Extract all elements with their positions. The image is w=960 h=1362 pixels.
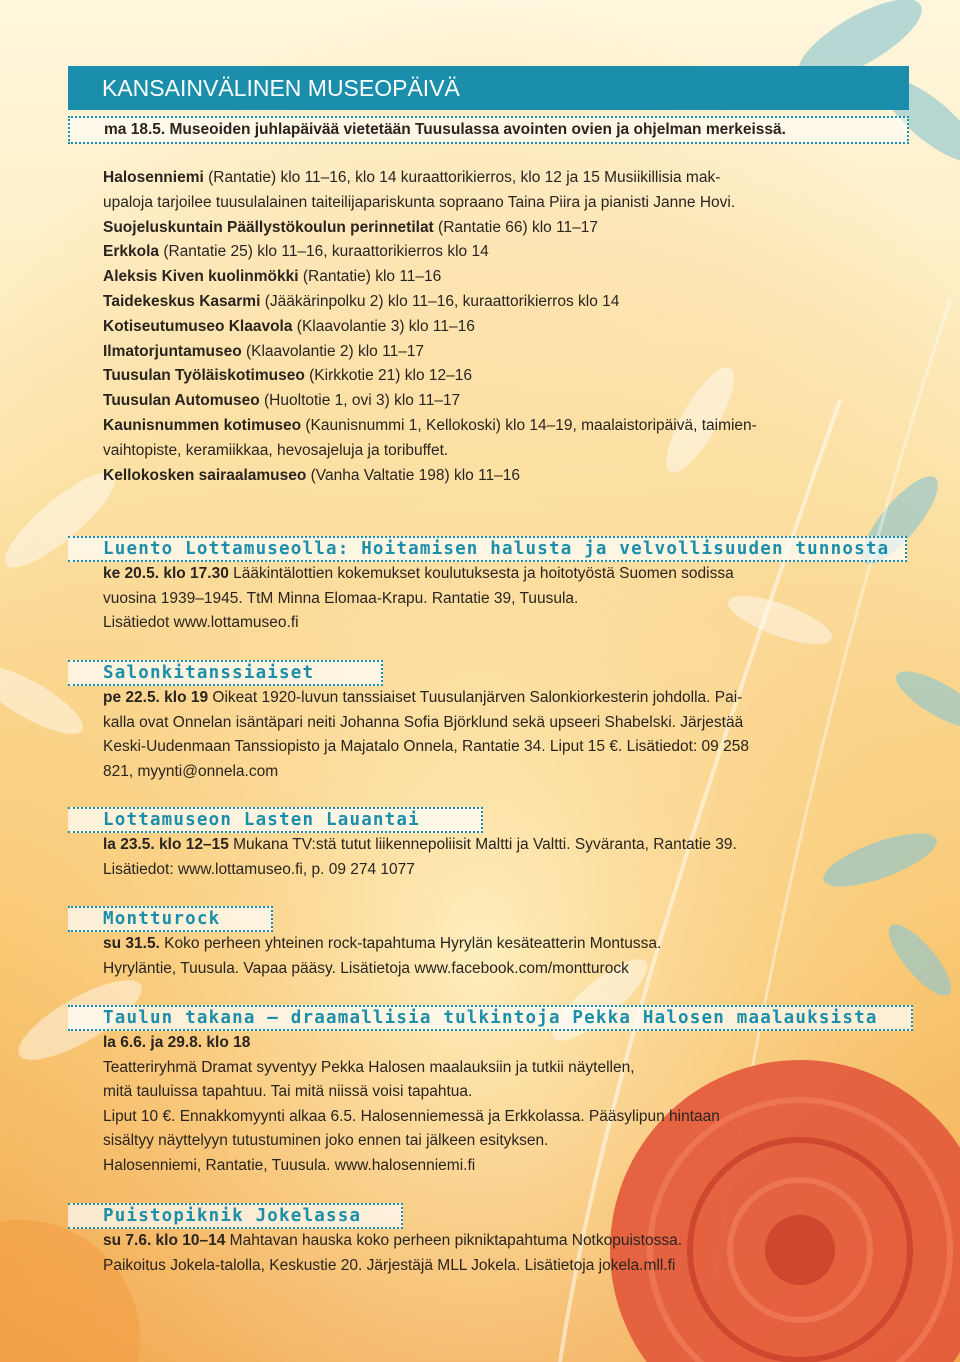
text-line bbox=[103, 858, 415, 882]
event-title: Luento Lottamuseolla: Hoitamisen halusta ja velvollisuuden tunnosta bbox=[68, 536, 907, 562]
text-line bbox=[103, 957, 629, 981]
text-line bbox=[103, 735, 749, 759]
text-line bbox=[103, 833, 737, 857]
text-line bbox=[103, 166, 720, 190]
text-line bbox=[103, 414, 757, 438]
event-title: Montturock bbox=[68, 906, 273, 932]
event-text: Mahtavan hauska koko perheen pikniktapahtuma Notkopuistossa. bbox=[225, 1232, 683, 1249]
text-line bbox=[103, 1056, 635, 1080]
museum-details: upaloja tarjoilee tuusulalainen taiteilijapariskunta sopraano Taina Piira ja pianisti Janne Hovi. bbox=[103, 193, 736, 211]
event-text: Lisätiedot www.lottamuseo.fi bbox=[103, 614, 299, 632]
text-line bbox=[103, 191, 735, 215]
event-text: Hyryläntie, Tuusula. Vapaa pääsy. Lisätietoja www.facebook.com/montturock bbox=[103, 959, 629, 977]
museum-details: (Rantatie) klo 11–16, klo 14 kuraattorikierros, klo 12 ja 15 Musiikillisia mak- bbox=[203, 169, 721, 186]
museum-name: Ilmatorjuntamuseo bbox=[103, 342, 242, 360]
event-date: pe 22.5. klo 19 bbox=[103, 689, 209, 706]
text-line bbox=[103, 364, 472, 388]
event-date: su 31.5. bbox=[103, 935, 160, 952]
museum-details: (Jääkärinpolku 2) klo 11–16, kuraattorikierros klo 14 bbox=[260, 293, 620, 310]
text-line bbox=[103, 290, 619, 314]
event-text: Teatteriryhmä Dramat syventyy Pekka Halosen maalauksiin ja tutkii näytellen, bbox=[103, 1058, 635, 1076]
text-line bbox=[103, 315, 475, 339]
text-line bbox=[103, 932, 661, 956]
text-line bbox=[103, 1229, 682, 1253]
museum-details: (Kirkkotie 21) klo 12–16 bbox=[304, 367, 472, 385]
page-title: KANSAINVÄLINEN MUSEOPÄIVÄ bbox=[68, 66, 909, 110]
museum-name: Taidekeskus Kasarmi bbox=[103, 293, 261, 310]
text-line bbox=[103, 389, 460, 413]
museum-details: (Klaavolantie 2) klo 11–17 bbox=[241, 342, 425, 360]
event-text: sisältyy näyttelyyn tutustuminen joko ennen tai jälkeen esityksen. bbox=[103, 1132, 549, 1150]
event-title: Taulun takana – draamallisia tulkintoja Pekka Halosen maalauksista bbox=[68, 1005, 913, 1031]
event-title: Salonkitanssiaiset bbox=[68, 660, 383, 686]
museum-name: Tuusulan Automuseo bbox=[103, 392, 260, 410]
text-line bbox=[103, 1105, 720, 1129]
event-text: vuosina 1939–1945. TtM Minna Elomaa-Krapu. Rantatie 39, Tuusula. bbox=[103, 589, 579, 607]
text-line bbox=[103, 587, 578, 611]
museum-name: Halosenniemi bbox=[103, 169, 204, 186]
event-text: Koko perheen yhteinen rock-tapahtuma Hyrylän kesäteatterin Montussa. bbox=[159, 935, 662, 952]
event-text: Mukana TV:stä tutut liikennepoliisit Maltti ja Valtti. Syväranta, Rantatie 39. bbox=[228, 836, 737, 853]
museum-details: (Rantatie 25) klo 11–16, kuraattorikierros klo 14 bbox=[159, 243, 489, 261]
museum-details: vaihtopiste, keramiikkaa, hevosajeluja ja toribuffet. bbox=[103, 441, 449, 459]
text-line bbox=[103, 265, 441, 289]
event-text: Liput 10 €. Ennakkomyynti alkaa 6.5. Halosenniemessä ja Erkkolassa. Pääsylipun hintaan bbox=[103, 1107, 720, 1125]
event-text: Keski-Uudenmaan Tanssiopisto ja Majatalo Onnela, Rantatie 34. Liput 15 €. Lisätiedot: 09 258 bbox=[103, 738, 749, 756]
event-date: su 7.6. klo 10–14 bbox=[103, 1232, 226, 1249]
page-subtitle: ma 18.5. Museoiden juhlapäivää vietetään Tuusulassa avointen ovien ja ohjelman merkeissä. bbox=[68, 116, 909, 144]
event-text: Lisätiedot: www.lottamuseo.fi, p. 09 274 1077 bbox=[103, 860, 415, 878]
museum-details: (Rantatie) klo 11–16 bbox=[298, 268, 442, 286]
museum-name: Erkkola bbox=[103, 243, 160, 261]
museum-name: Suojeluskuntain Päällystökoulun perinnetilat bbox=[103, 218, 434, 236]
text-line bbox=[103, 340, 424, 364]
event-title: Lottamuseon Lasten Lauantai bbox=[68, 807, 483, 833]
event-text: Oikeat 1920-luvun tanssiaiset Tuusulanjärven Salonkiorkesterin johdolla. Pai- bbox=[208, 689, 743, 706]
text-line bbox=[103, 562, 734, 586]
text-line bbox=[103, 464, 520, 488]
text-line bbox=[103, 686, 742, 710]
museum-name: Aleksis Kiven kuolinmökki bbox=[103, 268, 299, 286]
text-line bbox=[103, 439, 448, 463]
event-text: Lääkintälottien kokemukset koulutuksesta ja hoitotyöstä Suomen sodissa bbox=[228, 565, 734, 582]
event-title: Puistopiknik Jokelassa bbox=[68, 1203, 403, 1229]
museum-name: Kellokosken sairaalamuseo bbox=[103, 466, 307, 484]
event-text: Halosenniemi, Rantatie, Tuusula. www.halosenniemi.fi bbox=[103, 1157, 476, 1174]
museum-name: Tuusulan Työläiskotimuseo bbox=[103, 367, 305, 385]
museum-details: (Vanha Valtatie 198) klo 11–16 bbox=[306, 466, 521, 484]
text-line bbox=[103, 1129, 548, 1153]
event-date: ke 20.5. klo 17.30 bbox=[103, 565, 229, 582]
event-text: Paikoitus Jokela-talolla, Keskustie 20. Järjestäjä MLL Jokela. Lisätietoja jokela.mll.fi bbox=[103, 1256, 676, 1274]
text-line bbox=[103, 240, 489, 264]
event-text: kalla ovat Onnelan isäntäpari neiti Johanna Sofia Björklund sekä upseeri Shabelski. Järjestää bbox=[103, 713, 744, 731]
event-date: la 6.6. ja 29.8. klo 18 bbox=[103, 1034, 251, 1051]
text-line bbox=[103, 611, 299, 635]
text-line bbox=[103, 1031, 250, 1055]
museum-details: (Rantatie 66) klo 11–17 bbox=[433, 218, 599, 236]
museum-details: (Klaavolantie 3) klo 11–16 bbox=[292, 317, 475, 335]
text-line bbox=[103, 216, 598, 240]
event-text: mitä tauluissa tapahtuu. Tai mitä niissä voisi tapahtua. bbox=[103, 1083, 473, 1101]
museum-name: Kaunisnummen kotimuseo bbox=[103, 417, 302, 434]
event-date: la 23.5. klo 12–15 bbox=[103, 836, 229, 853]
text-line bbox=[103, 760, 278, 784]
text-line bbox=[103, 1154, 475, 1178]
event-text: 821, myynti@onnela.com bbox=[103, 762, 279, 780]
museum-name: Kotiseutumuseo Klaavola bbox=[103, 317, 293, 335]
text-line bbox=[103, 1080, 472, 1104]
text-line bbox=[103, 1254, 675, 1278]
text-line bbox=[103, 711, 743, 735]
museum-details: (Kaunisnummi 1, Kellokoski) klo 14–19, maalaistoripäivä, taimien- bbox=[301, 417, 757, 434]
museum-details: (Huoltotie 1, ovi 3) klo 11–17 bbox=[259, 392, 461, 410]
